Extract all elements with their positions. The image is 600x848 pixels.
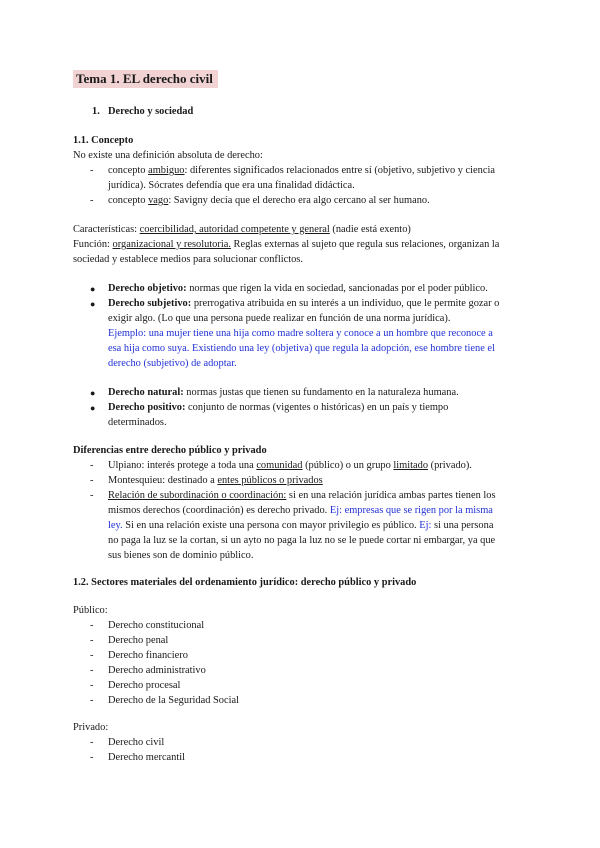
funcion-line: Función: organizacional y resolutoria. Reglas externas al sujeto que regula sus relaciones, organizan la (73, 239, 500, 250)
bullet-derecho-positivo-cont: determinados. (108, 417, 167, 428)
bullet-derecho-subjetivo-cont: exigir algo. (Lo que una persona puede realizar en función de una norma jurídica). (108, 313, 451, 324)
dash-marker: - (90, 695, 94, 706)
list-item-ambiguo: concepto ambiguo: diferentes significados relacionados entre sí (objetivo, subjetivo y ciencia (108, 165, 495, 176)
bullet-marker: ● (90, 284, 96, 294)
section-heading (92, 104, 193, 119)
list-item: Derecho penal (108, 635, 169, 646)
subsection-heading-sectores: 1.2. Sectores materiales del ordenamiento jurídico: derecho público y privado (73, 577, 417, 588)
list-item-relacion-cont: sus bienes son de dominio público. (108, 550, 254, 561)
publico-label: Público: (73, 605, 108, 616)
dash-marker: - (90, 680, 94, 691)
dash-marker: - (90, 620, 94, 631)
privado-label: Privado: (73, 722, 109, 733)
example-line: Ejemplo: una mujer tiene una hija como madre soltera y conoce a un hombre que reconoce a (108, 328, 493, 339)
list-item: Derecho constitucional (108, 620, 205, 631)
list-item-relacion-cont: no paga la luz se la cortan, si un ayto no paga la luz no se le puede cortar ni embargar, ya que (108, 535, 496, 546)
dash-marker: - (90, 635, 94, 646)
list-item: Derecho mercantil (108, 752, 186, 763)
list-item-montesquieu: Montesquieu: destinado a entes públicos o privados (108, 475, 323, 486)
bullet-derecho-subjetivo: Derecho subjetivo: prerrogativa atribuida en su interés a un individuo, que le permite gozar o (108, 298, 500, 309)
dash-marker: - (90, 490, 94, 501)
funcion-line-cont: sociedad y establece medios para solucionar conflictos. (73, 254, 303, 265)
example-line: derecho (subjetivo) de adoptar. (108, 358, 237, 369)
dash-marker: - (90, 752, 94, 763)
list-item-vago: concepto vago: Savigny decía que el derecho era algo cercano al ser humano. (108, 195, 430, 206)
diferencias-heading: Diferencias entre derecho público y privado (73, 445, 267, 456)
dash-marker: - (90, 165, 94, 176)
bullet-derecho-positivo: Derecho positivo: conjunto de normas (vigentes o históricas) en un país y tiempo (108, 402, 449, 413)
dash-marker: - (90, 195, 94, 206)
list-item: Derecho financiero (108, 650, 188, 661)
dash-marker: - (90, 475, 94, 486)
dash-marker: - (90, 650, 94, 661)
list-item-relacion-cont: mismos derechos (coordinación) es derecho privado. Ej: empresas que se rigen por la misma (108, 505, 493, 516)
list-item-ambiguo-cont: jurídica). Sócrates defendía que era una finalidad didáctica. (108, 180, 355, 191)
list-item-relacion-cont: ley. Si en una relación existe una persona con mayor privilegio es público. Ej: si una persona (108, 520, 494, 531)
list-item: Derecho de la Seguridad Social (108, 695, 239, 706)
dash-marker: - (90, 665, 94, 676)
caracteristicas-line: Características: coercibilidad, autoridad competente y general (nadie está exento) (73, 224, 411, 235)
bullet-marker: ● (90, 299, 96, 309)
page-title: Tema 1. EL derecho civil (73, 70, 218, 88)
bullet-derecho-objetivo: Derecho objetivo: normas que rigen la vida en sociedad, sancionadas por el poder público. (108, 283, 488, 294)
concepto-intro: No existe una definición absoluta de derecho: (73, 150, 263, 161)
list-item-relacion: Relación de subordinación o coordinación: si en una relación jurídica ambas partes tienen los (108, 490, 496, 501)
dash-marker: - (90, 737, 94, 748)
list-item-ulpiano: Ulpiano: interés protege a toda una comunidad (público) o un grupo limitado (privado). (108, 460, 472, 471)
list-item: Derecho administrativo (108, 665, 206, 676)
bullet-marker: ● (90, 388, 96, 398)
section-number: 1. (92, 106, 100, 117)
dash-marker: - (90, 460, 94, 471)
example-line: esa hija como suya. Existiendo una ley (objetiva) que regula la adopción, ese hombre tiene el (108, 343, 495, 354)
list-item: Derecho civil (108, 737, 165, 748)
bullet-derecho-natural: Derecho natural: normas justas que tienen su fundamento en la naturaleza humana. (108, 387, 459, 398)
section-label: Derecho y sociedad (108, 106, 194, 117)
bullet-marker: ● (90, 403, 96, 413)
subsection-heading-concepto: 1.1. Concepto (73, 135, 134, 146)
list-item: Derecho procesal (108, 680, 181, 691)
